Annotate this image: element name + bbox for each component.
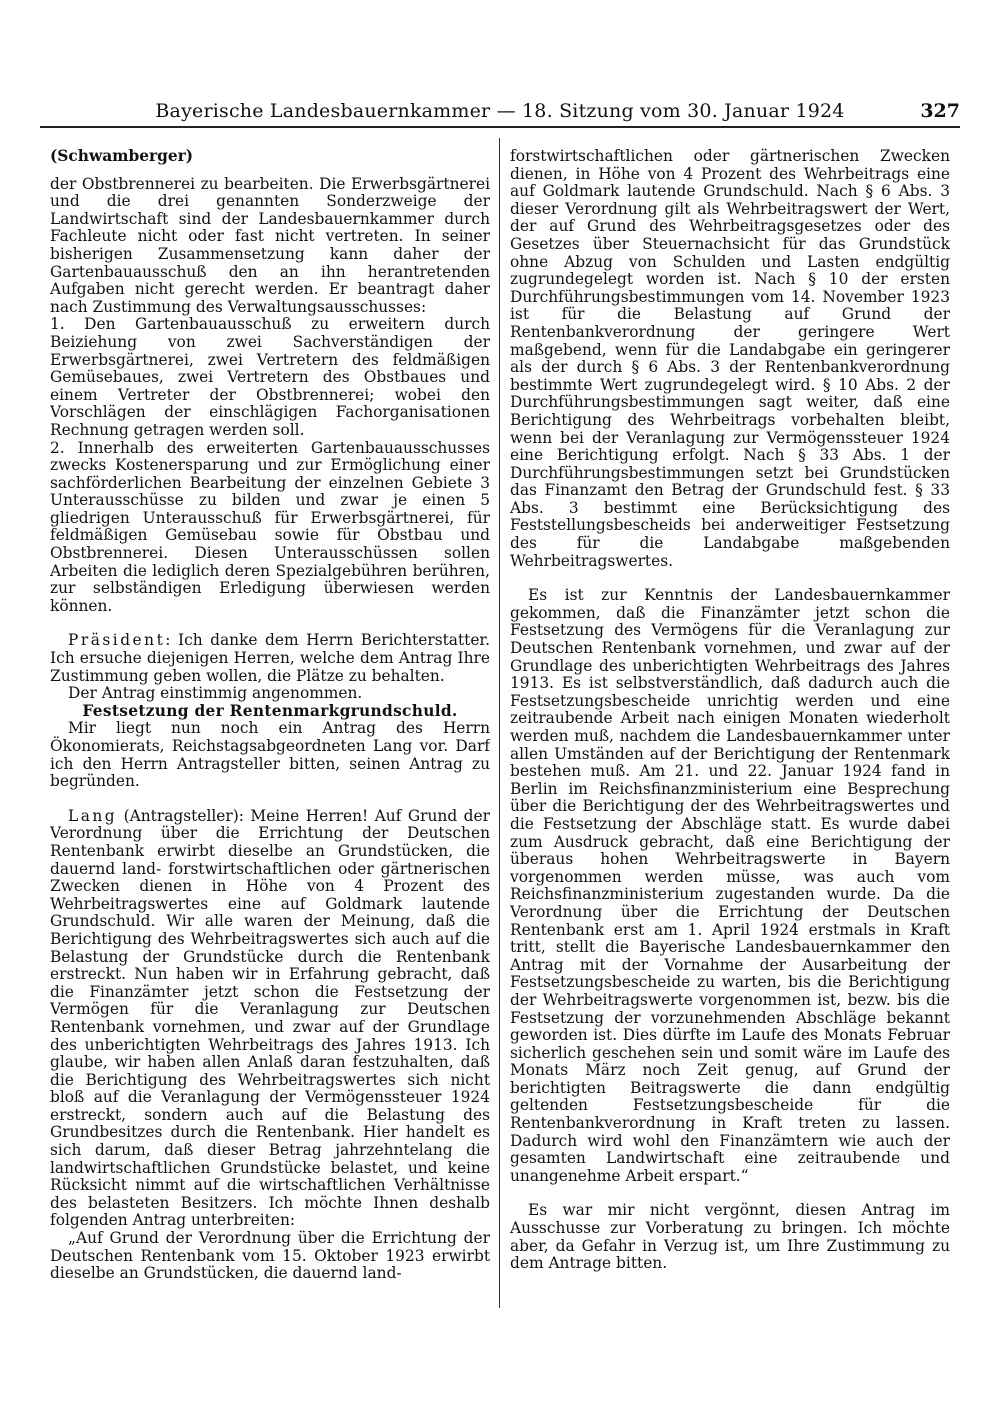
paragraph-continuation: der Obstbrennerei zu bearbeiten. Die Erwerbsgärtnerei und die drei genannten Sonderzweige der Landwirtschaft sind der Landesbauernkammer durch Fachleute nicht oder fast nicht vertreten. In seiner bisherigen Zusammensetzung kann daher der Gartenbauausschuß den an ihn herantretenden Aufgaben nicht gerecht werden. Er beantragt daher nach Zustimmung des Verwaltungsausschusses: [50, 174, 490, 316]
resolution-note: Der Antrag einstimmig angenommen. [68, 684, 363, 703]
section-heading: Festsetzung der Rentenmarkgrundschuld. [82, 701, 458, 720]
president-text: : Ich danke dem Herrn Berichterstatter. Ich ersuche diejenigen Herren, welche dem Antrag Ihre Zustimmung geben wollen, die Plätze zu behalten. [50, 631, 490, 685]
header-title: Bayerische Landesbauernkammer — 18. Sitzung vom 30. Januar 1924 [155, 100, 845, 122]
column-divider [499, 138, 500, 1308]
left-column [50, 148, 490, 1354]
speaker-name-president: Präsident [68, 631, 166, 650]
motion-item-1: 1. Den Gartenbauausschuß zu erweitern durch Beiziehung von zwei Sachverständigen der Erwerbsgärtnerei, zwei Vertretern des feldmäßigen Gemüsebaues, zwei Vertretern des Obstbaues und einem Vertreter der Obstbrennerei; wobei den Vorschlägen der einschlägigen Fachorganisationen Rechnung getragen werden soll. [50, 315, 490, 439]
paragraph-closing: Es war mir nicht vergönnt, diesen Antrag im Ausschusse zur Vorberatung zu bringen. Ich möchte aber, da Gefahr in Verzug ist, um Ihre Zustimmung zu dem Antrage bitten. [510, 1201, 950, 1273]
speaker-tag: (Schwamberger) [50, 148, 194, 165]
lang-text: (Antragsteller): Meine Herren! Auf Grund der Verordnung über die Errichtung der Deutschen Rentenbank erwirbt dieselbe an Grundstücken, die dauernd land- forstwirtschaftlichen oder gärtnerischen Zwecken dienen in Höhe von 4 Prozent des Wehrbeitragswertes eine auf Goldmark lautende Grundschuld. Wir alle waren der Meinung, daß die Berichtigung des Wehrbeitragswertes sich auch auf die Belastung der Grundstücke durch die Rentenbank erstreckt. Nun haben wir in Erfahrung gebracht, daß die Finanzämter jetzt schon die Festsetzung der Vermögen für die Veranlagung zur Deutschen Rentenbank vornehmen, und zwar auf der Grundlage des unberichtigten Wehrbeitrags des Jahres 1913. Ich glaube, wir haben allen Anlaß daran festzuhalten, daß die Berichtigung des Wehrbeitragswertes sich nicht bloß auf die Veranlagung der Vermögenssteuer 1924 erstreckt, sondern auch auf die Belastung des Grundbesitzes durch die Rentenbank. Hier handelt es sich darum, daß dieser Betrag jahrzehntelang die landwirtschaftlichen Grundstücke belastet, und keine Rücksicht nimmt auf die wirtschaftlichen Verhältnisse des belasteten Besitzers. Ich möchte Ihnen deshalb folgenden Antrag unterbreiten: [50, 806, 490, 1230]
speaker-name-lang: Lang [68, 806, 118, 825]
page-header [40, 100, 960, 128]
lang-statement [50, 808, 490, 1230]
motion-item-2: 2. Innerhalb des erweiterten Gartenbauausschusses zwecks Kostenersparung und zur Ermöglichung einer sachförderlichen Bearbeitung der einzelnen Gebiete 3 Unterausschüsse zu bilden und zwar je einen 5 gliedrigen Unterausschuß für Erwerbsgärtnerei, für feldmäßigen Gemüsebau sowie für Obstbau und Obstbrennerei. Diesen Unterausschüssen sollen Arbeiten die lediglich deren Spezialgebühren berühren, zur selbständigen Erledigung überwiesen werden können. [50, 438, 490, 615]
page-number: 327 [920, 100, 960, 122]
right-column [510, 148, 950, 1354]
intro-paragraph: Mir liegt nun noch ein Antrag des Herrn Ökonomierats, Reichstagsabgeordneten Lang vor. Darf ich den Herrn Antragsteller bitten, seinen Antrag zu begründen. [50, 719, 490, 791]
paragraph-kenntnis: Es ist zur Kenntnis der Landesbauernkammer gekommen, daß die Finanzämter jetzt schon die Festsetzung des Vermögens für die Veranlagung zur Deutschen Rentenbank vornehmen, und zwar auf der Grundlage des unberichtigten Wehrbeitrags des Jahres 1913. Es ist selbstverständlich, daß dadurch auch die Festsetzungsbescheide unrichtig werden und eine zeitraubende Arbeit nach einigen Monaten wiederholt werden muß, nachdem die Landesbauernkammer unter allen Umständen auf der Berichtigung der Rentenmark bestehen muß. Am 21. und 22. Januar 1924 fand in Berlin im Reichsfinanzministerium eine Besprechung über die Berichtigung der des Wehrbeitragswertes und die Festsetzung der Abschläge statt. Es wurde dabei zum Ausdruck gebracht, daß eine Berichtigung der überaus hohen Wehrbeitragswerte in Bayern vorgenommen werden müsse, was auch vom Reichsfinanzministerium zugestanden wurde. Da die Verordnung über die Errichtung der Deutschen Rentenbank erst am 1. April 1924 erstmals in Kraft tritt, stellt die Bayerische Landesbauernkammer den Antrag mit der Vornahme der Ausarbeitung der Festsetzungsbescheide zu warten, bis die Berichtigung der Wehrbeitragswerte vorgenommen ist, bezw. bis die Festsetzung der vorzunehmenden Abschläge bekannt geworden ist. Dies dürfte im Laufe des Monats Februar sicherlich geschehen sein und somit wäre im Laufe des Monats März noch Zeit genug, auf Grund der berichtigten Beitragswerte die dann endgültig geltenden Festsetzungsbescheide für die Rentenbankverordnung in Kraft treten zu lassen. Dadurch wird wohl den Finanzämtern wie auch der gesamten Landwirtschaft eine zeitraubende und unangenehme Arbeit erspart.“ [510, 586, 950, 1185]
quote-continuation: forstwirtschaftlichen oder gärtnerischen Zwecken dienen, in Höhe von 4 Prozent des Wehrbeitrags eine auf Goldmark lautende Grundschuld. Nach § 6 Abs. 3 dieser Verordnung gilt als Wehrbeitragswert der Wert, der auf Grund des Wehrbeitragsgesetzes oder des Gesetzes über Steuernachsicht für das Grundstück ohne Abzug von Schulden und Lasten endgültig zugrundegelegt worden ist. Nach § 10 der ersten Durchführungsbestimmungen vom 14. November 1923 ist für die Belastung auf Grund der Rentenbankverordnung der geringere Wert maßgebend, wenn für die Landabgabe ein geringerer als der durch § 6 Abs. 3 der Rentenbankverordnung bestimmte Wert zugrundegelegt wird. § 10 Abs. 2 der Durchführungsbestimmungen sagt weiter, daß eine Berichtigung des Wehrbeitrags vorbehalten bleibt, wenn bei der Veranlagung zur Vermögenssteuer 1924 eine Berichtigung erfolgt. Nach § 33 Abs. 1 der Durchführungsbestimmungen setzt bei Grundstücken das Finanzamt den Betrag der Grundschuld fest. § 33 Abs. 3 bestimmt eine Berücksichtigung des Feststellungsbescheids bei anderweitiger Festsetzung des für die Landabgabe maßgebenden Wehrbeitragswertes. [510, 148, 950, 570]
quote-start: „Auf Grund der Verordnung über die Errichtung der Deutschen Rentenbank vom 15. Oktober 1923 erwirbt dieselbe an Grundstücken, die dauernd land- [50, 1229, 490, 1283]
president-statement [50, 632, 490, 685]
